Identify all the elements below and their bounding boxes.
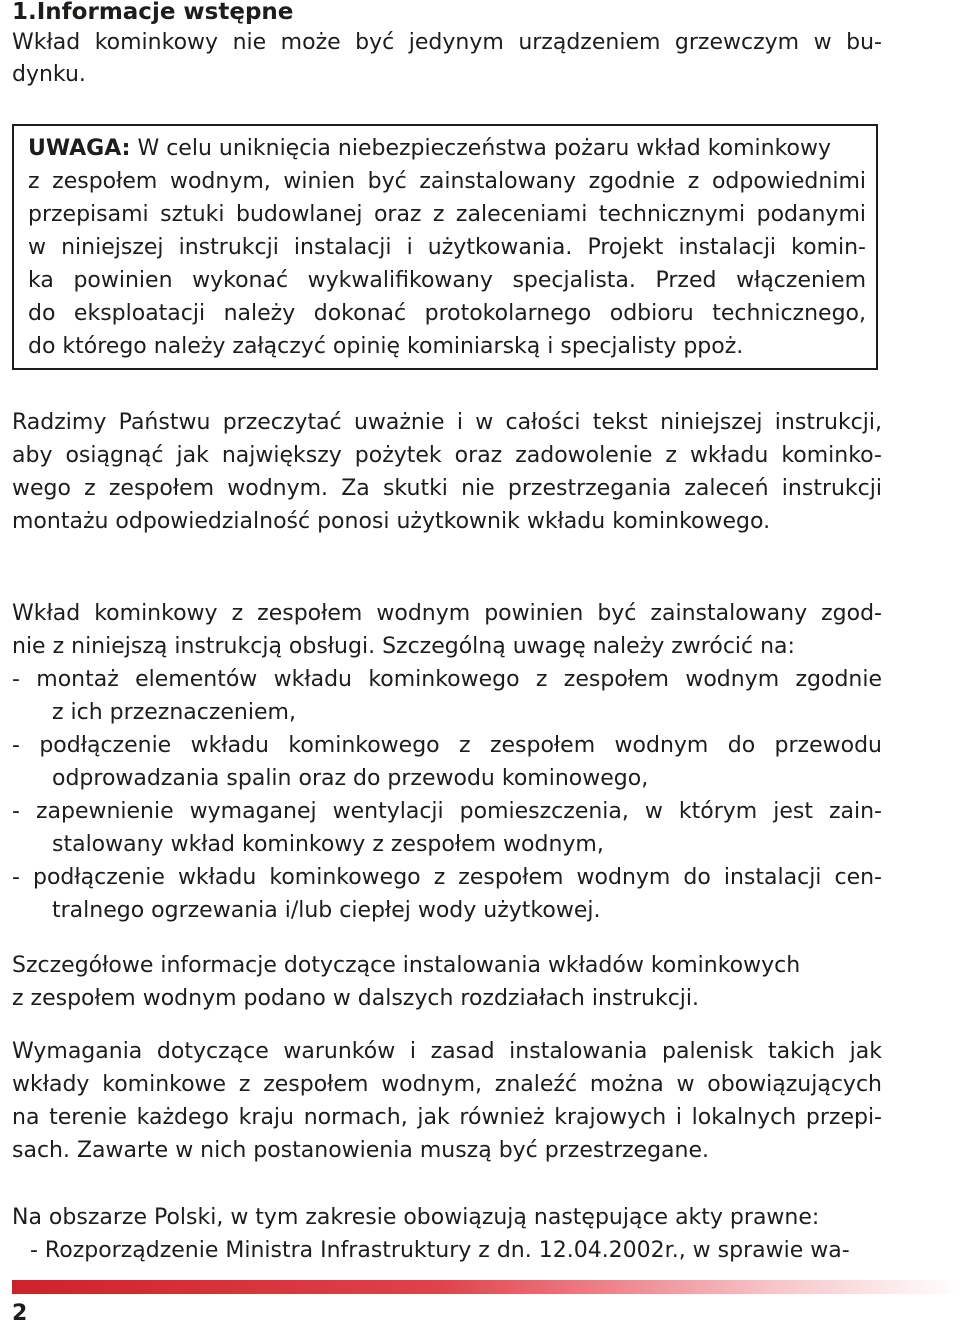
paragraph-line: montażu odpowiedzialność ponosi użytkownik wkładu kominkowego. [12, 509, 771, 534]
list-item-continuation: stalowany wkład kominkowy z zespołem wodnym, [52, 832, 604, 857]
warning-line: do którego należy załączyć opinię kominiarską i specjalisty ppoż. [28, 334, 744, 359]
warning-line: przepisami sztuki budowlanej oraz z zaleceniami technicznymi podanymi [28, 202, 866, 227]
list-item: - montaż elementów wkładu kominkowego z zespołem wodnym zgodnie [12, 667, 882, 692]
paragraph-line: Wymagania dotyczące warunków i zasad instalowania palenisk takich jak [12, 1039, 882, 1064]
intro-line: dynku. [12, 62, 86, 87]
paragraph-line: Na obszarze Polski, w tym zakresie obowiązują następujące akty prawne: [12, 1205, 820, 1230]
list-item: - Rozporządzenie Ministra Infrastruktury z dn. 12.04.2002r., w sprawie wa- [30, 1238, 850, 1263]
list-item: - zapewnienie wymaganej wentylacji pomieszczenia, w którym jest zain- [12, 799, 882, 824]
warning-text: W celu uniknięcia niebezpieczeństwa pożaru wkład kominkowy [130, 136, 832, 161]
list-item-continuation: odprowadzania spalin oraz do przewodu kominowego, [52, 766, 649, 791]
warning-line: z zespołem wodnym, winien być zainstalowany zgodnie z odpowiednimi [28, 169, 866, 194]
paragraph-line: Szczegółowe informacje dotyczące instalowania wkładów kominkowych [12, 953, 801, 978]
paragraph-line: sach. Zawarte w nich postanowienia muszą być przestrzegane. [12, 1138, 709, 1163]
warning-line: do eksploatacji należy dokonać protokolarnego odbioru technicznego, [28, 301, 866, 326]
list-item-continuation: z ich przeznaczeniem, [52, 700, 296, 725]
paragraph-line: nie z niniejszą instrukcją obsługi. Szczególną uwagę należy zwrócić na: [12, 634, 795, 659]
paragraph-line: aby osiągnąć jak największy pożytek oraz zadowolenie z wkładu kominko- [12, 443, 882, 468]
paragraph-line: na terenie każdego kraju normach, jak również krajowych i lokalnych przepi- [12, 1105, 882, 1130]
page-number: 2 [12, 1301, 28, 1326]
paragraph-line: Wkład kominkowy z zespołem wodnym powinien być zainstalowany zgod- [12, 601, 882, 626]
footer-accent-bar [12, 1280, 960, 1294]
paragraph-line: z zespołem wodnym podano w dalszych rozdziałach instrukcji. [12, 986, 700, 1011]
list-item: - podłączenie wkładu kominkowego z zespołem wodnym do instalacji cen- [12, 865, 882, 890]
intro-line: Wkład kominkowy nie może być jedynym urządzeniem grzewczym w bu- [12, 30, 882, 55]
list-item: - podłączenie wkładu kominkowego z zespołem wodnym do przewodu [12, 733, 882, 758]
warning-label: UWAGA: [28, 136, 131, 161]
paragraph-line: Radzimy Państwu przeczytać uważnie i w całości tekst niniejszej instrukcji, [12, 410, 882, 435]
paragraph-line: wego z zespołem wodnym. Za skutki nie przestrzegania zaleceń instrukcji [12, 476, 882, 501]
warning-line [28, 134, 866, 164]
section-title: 1.Informacje wstępne [12, 0, 294, 25]
warning-line: ka powinien wykonać wykwalifikowany specjalista. Przed włączeniem [28, 268, 866, 293]
warning-line: w niniejszej instrukcji instalacji i użytkowania. Projekt instalacji komin- [28, 235, 866, 260]
paragraph-line: wkłady kominkowe z zespołem wodnym, znaleźć można w obowiązujących [12, 1072, 882, 1097]
list-item-continuation: tralnego ogrzewania i/lub ciepłej wody użytkowej. [52, 898, 601, 923]
